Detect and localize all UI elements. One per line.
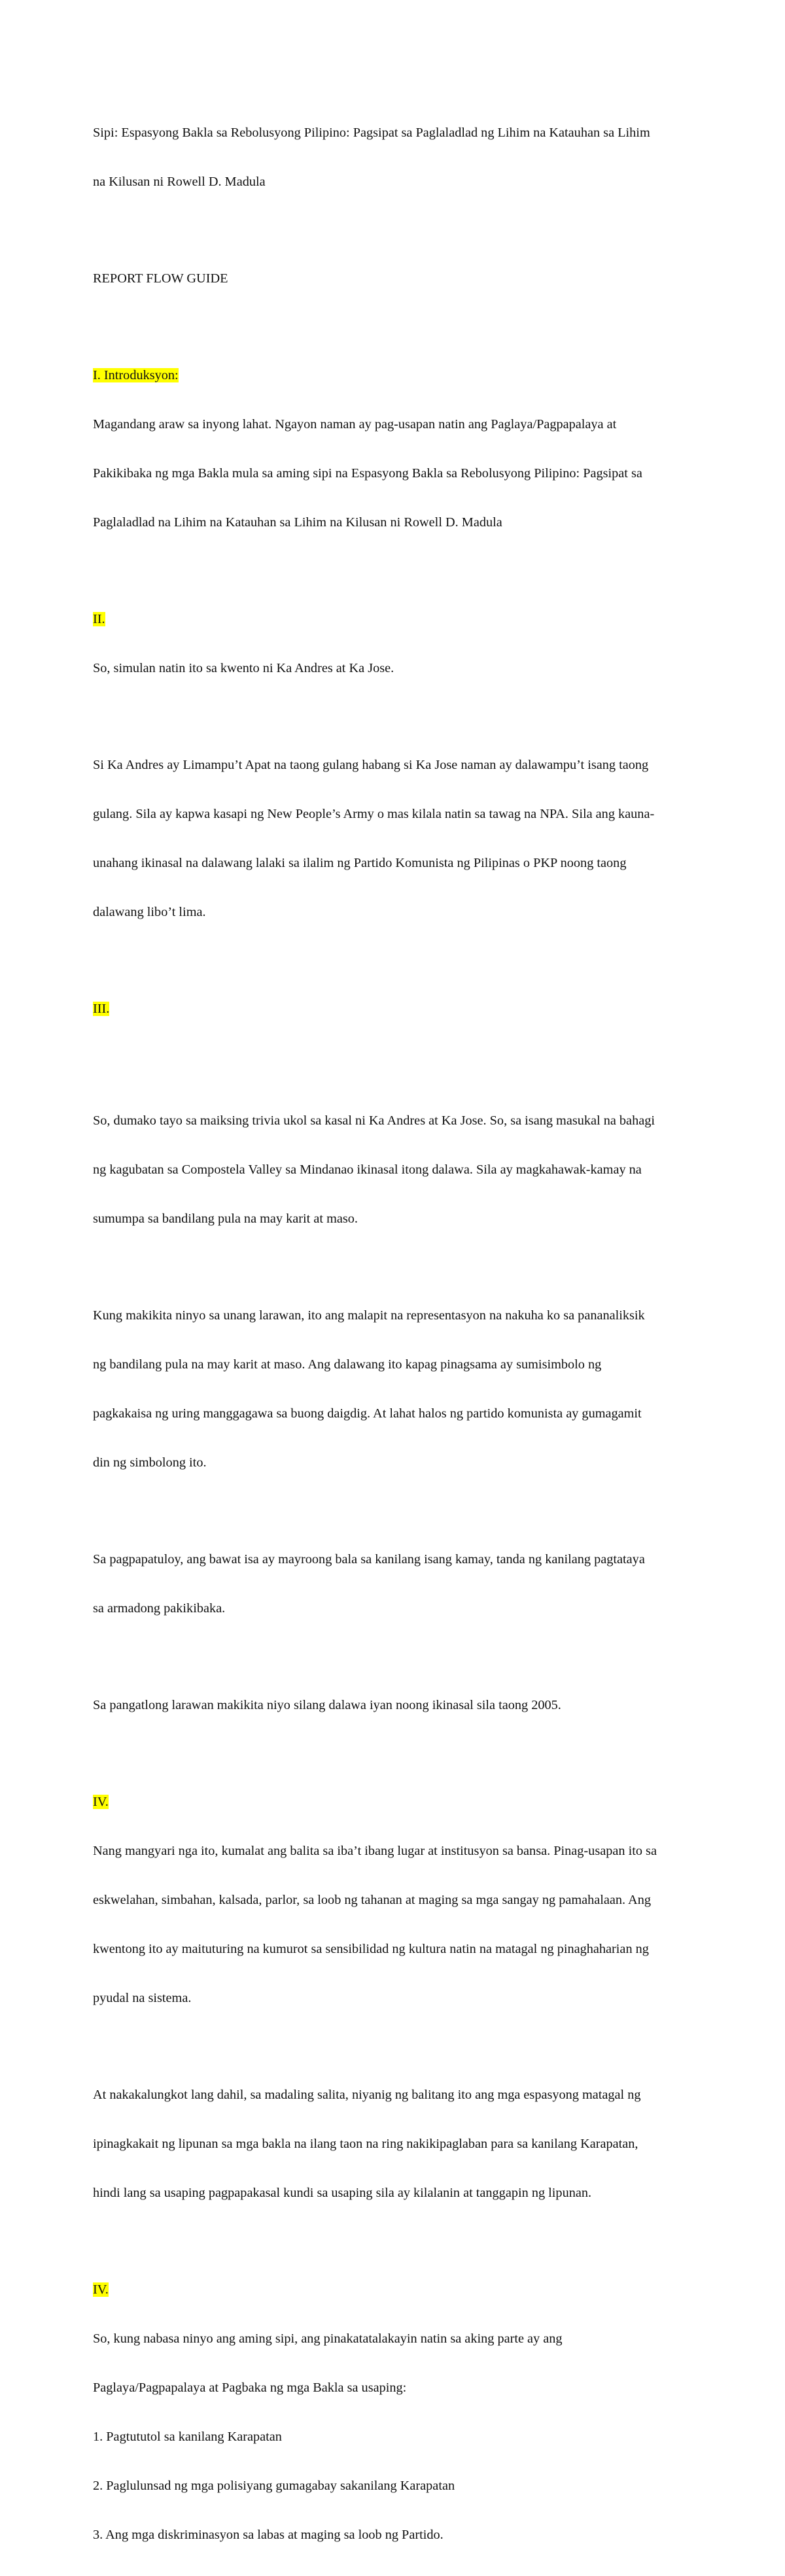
- section-four-paragraph-2: [93, 2054, 695, 2234]
- section-three: [93, 968, 695, 1050]
- section-heading-highlight: IV.: [93, 1795, 109, 1809]
- body-line: So, dumako tayo sa maiksing trivia ukol sa kasal ni Ka Andres at Ka Jose. So, sa isang masukal na bahagi: [93, 1113, 655, 1128]
- body-line: At nakakalungkot lang dahil, sa madaling salita, niyanig ng balitang ito ang mga espasyong matagal ng: [93, 2088, 641, 2102]
- document-page: [93, 92, 695, 2576]
- body-line: Magandang araw sa inyong lahat. Ngayon naman ay pag-usapan natin ang Paglaya/Pagpapalaya at: [93, 417, 617, 432]
- body-line: dalawang libo’t lima.: [93, 905, 206, 919]
- body-line: Si Ka Andres ay Limampu’t Apat na taong gulang habang si Ka Jose naman ay dalawampu’t isang taong: [93, 758, 649, 772]
- body-line: gulang. Sila ay kapwa kasapi ng New People’s Army o mas kilala natin sa tawag na NPA. Sila ang kauna-: [93, 807, 655, 821]
- section-heading-highlight: I. Introduksyon:: [93, 368, 179, 382]
- title-line: na Kilusan ni Rowell D. Madula: [93, 175, 266, 189]
- body-line: unahang ikinasal na dalawang lalaki sa ilalim ng Partido Komunista ng Pilipinas o PKP noong taong: [93, 856, 627, 870]
- body-line: Sa pangatlong larawan makikita niyo silang dalawa iyan noong ikinasal sila taong 2005.: [93, 1698, 561, 1712]
- section-introduksyon: [93, 335, 695, 564]
- body-line: eskwelahan, simbahan, kalsada, parlor, sa loob ng tahanan at maging sa mga sangay ng pamahalaan. Ang: [93, 1893, 651, 1907]
- section-heading-highlight: III.: [93, 1002, 110, 1016]
- body-line: So, simulan natin ito sa kwento ni Ka Andres at Ka Jose.: [93, 661, 394, 675]
- section-four: [93, 1761, 695, 2039]
- body-line: pyudal na sistema.: [93, 1991, 192, 2005]
- body-line: Kung makikita ninyo sa unang larawan, ito ang malapit na representasyon na nakuha ko sa pananaliksik: [93, 1308, 645, 1323]
- body-line: So, kung nabasa ninyo ang aming sipi, ang pinakatatalakayin natin sa aking parte ay ang: [93, 2331, 563, 2346]
- body-line: kwentong ito ay maituturing na kumurot sa sensibilidad ng kultura natin na matagal ng pinaghaharian ng: [93, 1942, 649, 1956]
- body-line: hindi lang sa usaping pagpapakasal kundi sa usaping sila ay kilalanin at tanggapin ng lipunan.: [93, 2186, 592, 2200]
- section-three-paragraph-4: [93, 1665, 695, 1746]
- section-heading-highlight: II.: [93, 612, 105, 626]
- body-line: din ng simbolong ito.: [93, 1455, 207, 1470]
- body-line: sumumpa sa bandilang pula na may karit at maso.: [93, 1212, 358, 1226]
- body-line: pagkakaisa ng uring manggagawa sa buong daigdig. At lahat halos ng partido komunista ay gumagamit: [93, 1406, 642, 1421]
- guide-heading-text: REPORT FLOW GUIDE: [93, 271, 228, 286]
- section-three-paragraph-1: [93, 1080, 695, 1260]
- body-line: sa armadong pakikibaka.: [93, 1601, 226, 1616]
- body-line: ng kagubatan sa Compostela Valley sa Mindanao ikinasal itong dalawa. Sila ay magkahawak-kamay na: [93, 1162, 642, 1177]
- section-two: [93, 579, 695, 709]
- document-title: [93, 92, 695, 223]
- guide-heading: [93, 238, 695, 320]
- body-line: Nang mangyari nga ito, kumalat ang balita sa iba’t ibang lugar at institusyon sa bansa. Pinag-usapan ito sa: [93, 1844, 657, 1858]
- body-line: Sa pagpapatuloy, ang bawat isa ay mayroong bala sa kanilang isang kamay, tanda ng kanilang pagtataya: [93, 1552, 645, 1567]
- section-two-paragraph: [93, 724, 695, 953]
- body-line: Paglaya/Pagpapalaya at Pagbaka ng mga Bakla sa usaping:: [93, 2381, 407, 2395]
- section-five: [93, 2249, 695, 2576]
- list-item: 1. Pagtututol sa kanilang Karapatan: [93, 2430, 282, 2444]
- list-item: 3. Ang mga diskriminasyon sa labas at maging sa loob ng Partido.: [93, 2528, 444, 2542]
- body-line: Pakikibaka ng mga Bakla mula sa aming sipi na Espasyong Bakla sa Rebolusyong Pilipino: Pagsipat sa: [93, 466, 642, 481]
- title-line: Sipi: Espasyong Bakla sa Rebolusyong Pilipino: Pagsipat sa Paglaladlad ng Lihim na Katauhan sa Lihim: [93, 126, 650, 140]
- body-line: ng bandilang pula na may karit at maso. Ang dalawang ito kapag pinagsama ay sumisimbolo ng: [93, 1357, 602, 1372]
- section-three-paragraph-3: [93, 1519, 695, 1650]
- section-three-paragraph-2: [93, 1275, 695, 1504]
- list-item: 2. Paglulunsad ng mga polisiyang gumagabay sakanilang Karapatan: [93, 2479, 455, 2493]
- section-heading-highlight: IV.: [93, 2282, 109, 2297]
- body-line: ipinagkakait ng lipunan sa mga bakla na ilang taon na ring nakikipaglaban para sa kanilang Karapatan,: [93, 2137, 638, 2151]
- body-line: Paglaladlad na Lihim na Katauhan sa Lihim na Kilusan ni Rowell D. Madula: [93, 515, 502, 530]
